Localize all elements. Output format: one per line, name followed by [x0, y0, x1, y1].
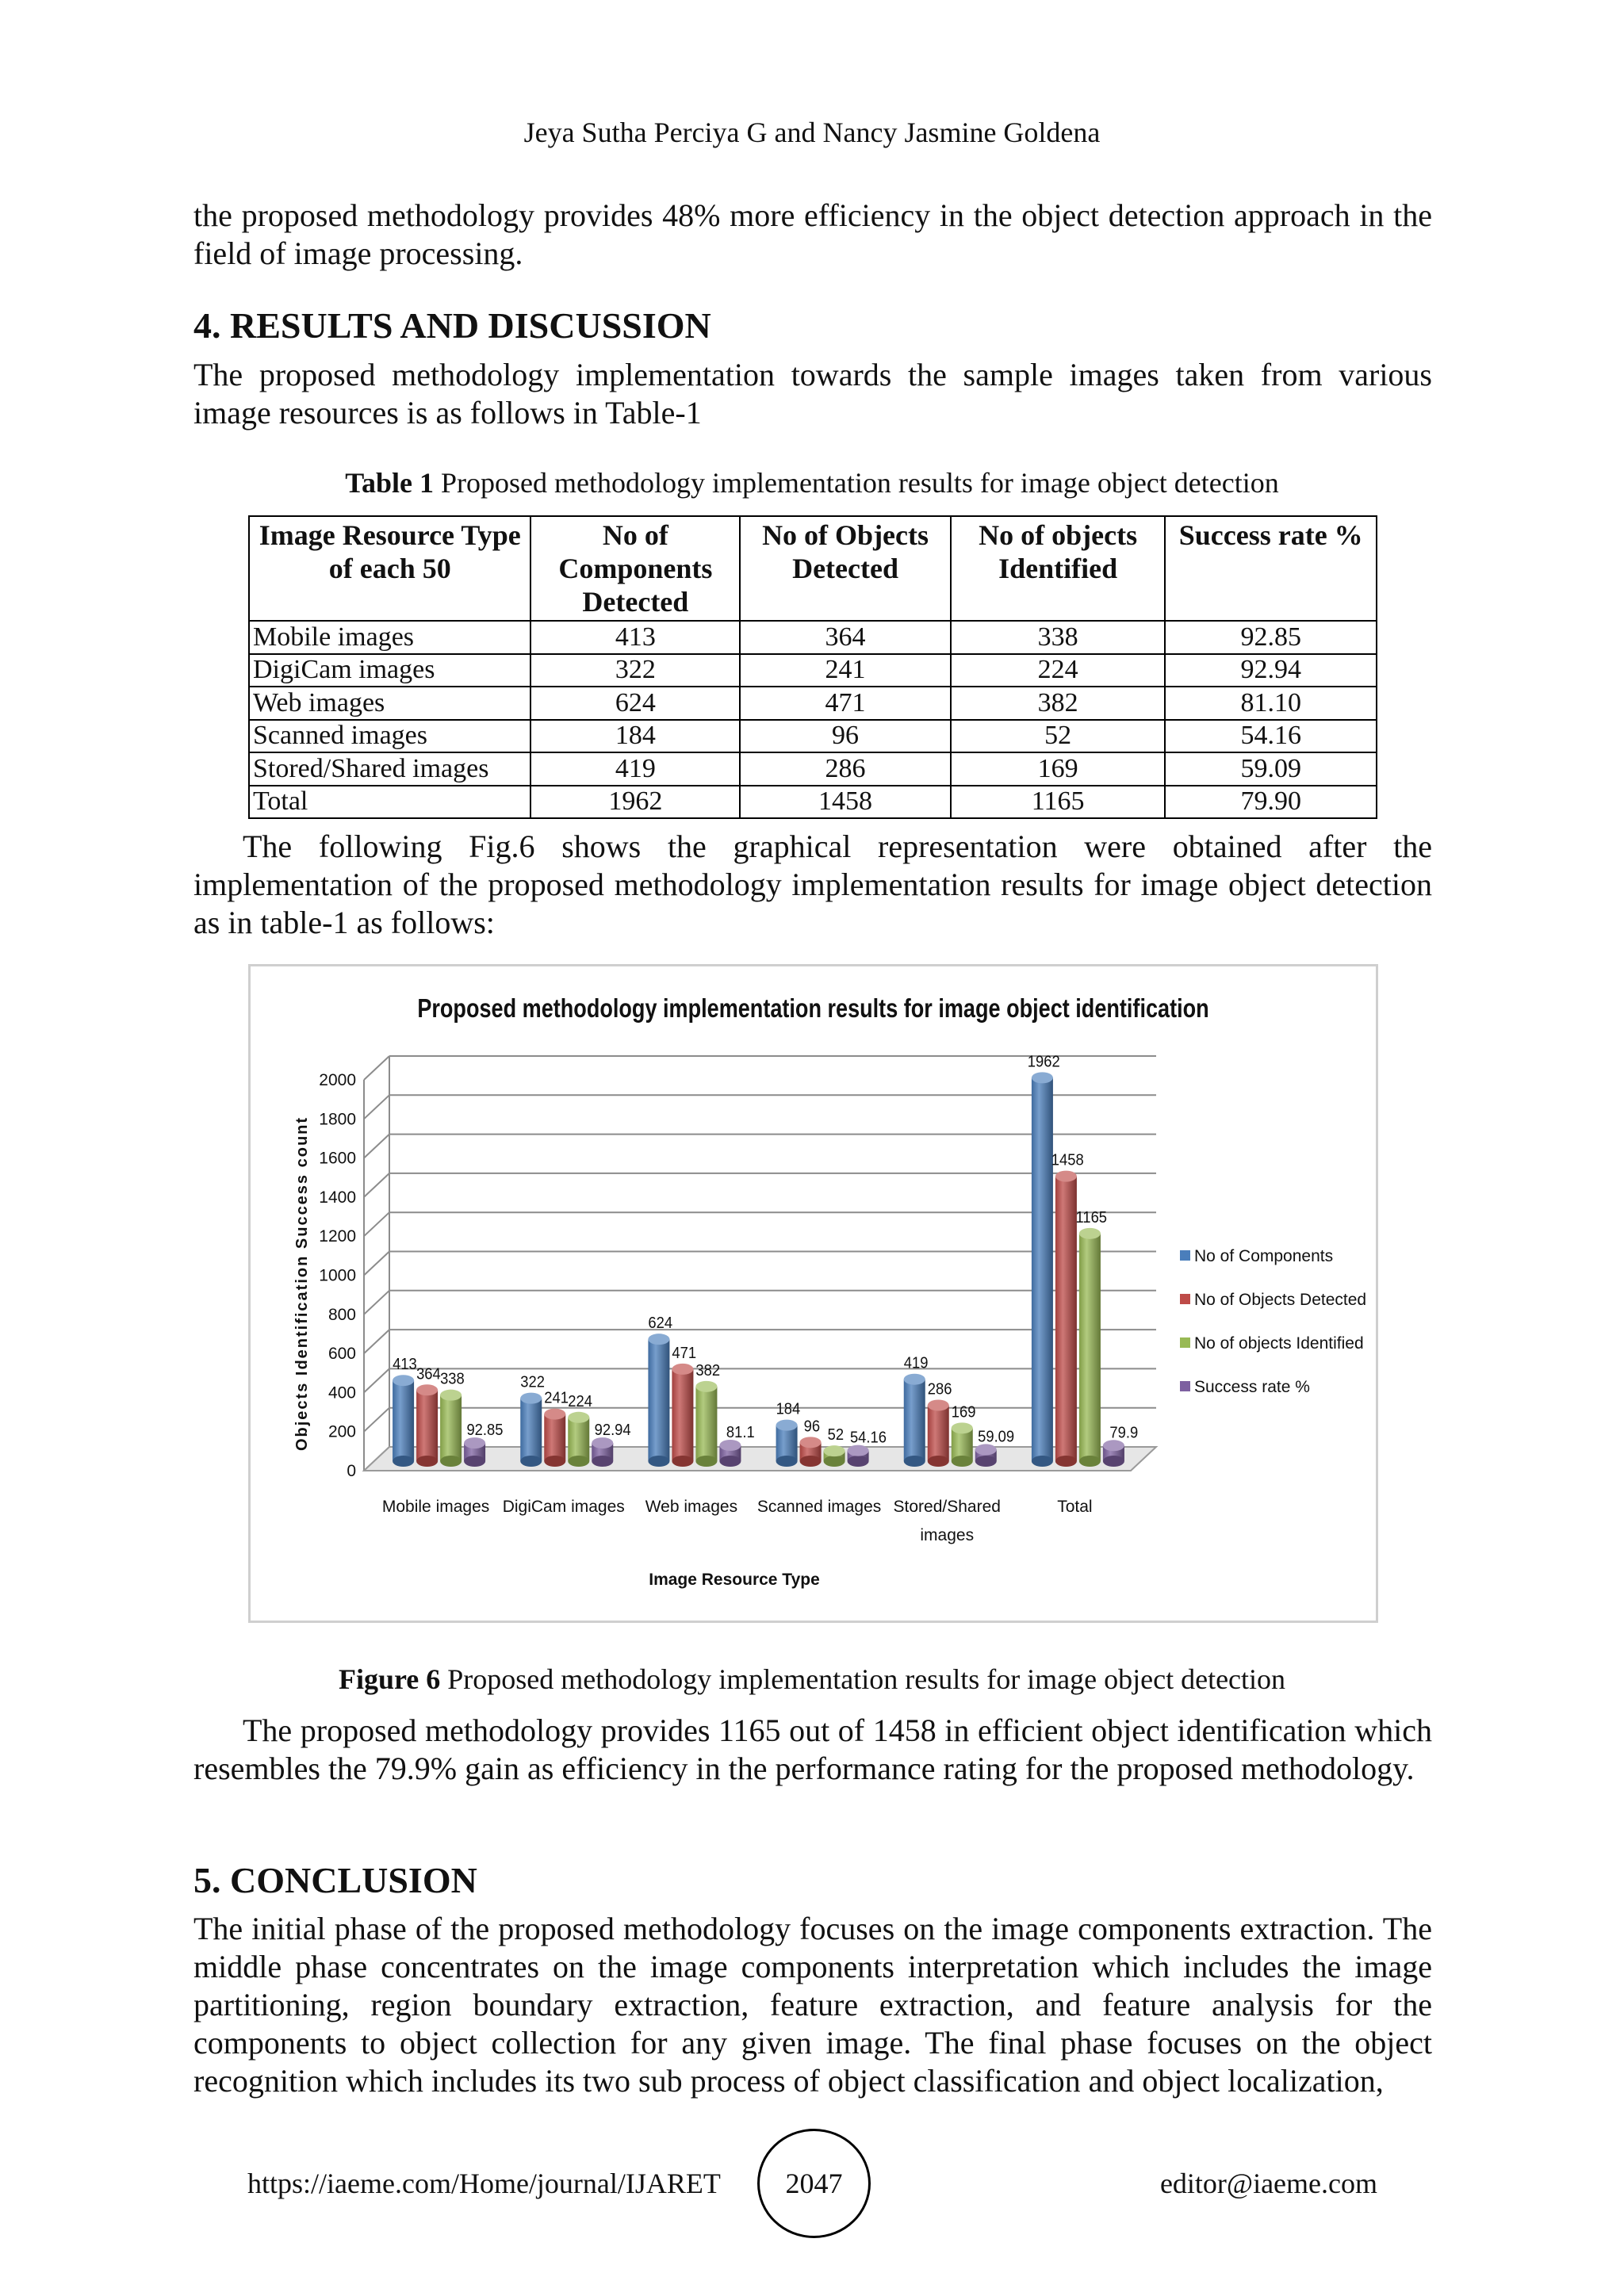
bar	[568, 1418, 589, 1461]
bar	[416, 1390, 438, 1461]
bar-cap	[568, 1412, 589, 1423]
bar-cap	[1055, 1171, 1077, 1182]
bar-base	[592, 1456, 613, 1467]
bar	[520, 1399, 542, 1461]
figure-6-caption-text: Proposed methodology implementation results for image object detection	[440, 1663, 1286, 1695]
cell: 96	[740, 720, 951, 753]
chart-title: Proposed methodology implementation results for image object identification	[417, 993, 1209, 1023]
bar-base	[952, 1456, 973, 1467]
gridline-side	[364, 1135, 389, 1158]
bar-cap	[824, 1445, 845, 1456]
results-table	[248, 515, 1377, 819]
bar-base	[568, 1456, 589, 1467]
y-tick-label: 600	[327, 1345, 356, 1364]
table-header-row	[249, 516, 1377, 621]
cell: Stored/Shared images	[249, 752, 530, 786]
gridline-side	[364, 1368, 389, 1392]
y-tick-label: 1000	[319, 1266, 356, 1285]
legend-swatch	[1180, 1337, 1190, 1348]
cell: 471	[740, 687, 951, 720]
y-tick-label: 800	[327, 1305, 356, 1324]
data-label: 79.9	[1109, 1424, 1139, 1442]
table-row	[249, 786, 1377, 819]
y-axis-title: Objects Identification Success count	[293, 1115, 311, 1452]
table-1-caption-label: Table 1	[345, 467, 434, 499]
cell: 169	[951, 752, 1166, 786]
table-row	[249, 720, 1377, 753]
bar-base	[440, 1456, 462, 1467]
bar-cap	[1079, 1228, 1101, 1239]
table-1-caption-text: Proposed methodology implementation results for image object detection	[433, 467, 1279, 499]
bar-cap	[776, 1420, 798, 1431]
data-label: 241	[544, 1389, 569, 1407]
cell: 92.94	[1165, 654, 1377, 687]
legend-swatch	[1180, 1250, 1190, 1261]
gridline-side	[364, 1330, 389, 1353]
gridline-side	[364, 1173, 389, 1197]
conclusion-paragraph: The initial phase of the proposed methodology focuses on the image components extraction. The middle phase concentrates on the image components interpretation which includes the image partitioning, region boundary extraction, feature extraction, and feature analysis for the components to object collection for any given image. The final phase focuses on the object recognition which includes its two sub process of object classification and object localization,	[193, 1911, 1432, 2099]
gridline-side	[364, 1252, 389, 1276]
bar	[440, 1395, 462, 1461]
bar-base	[719, 1456, 741, 1467]
cell: 338	[951, 621, 1166, 654]
footer-email-link[interactable]: editor@iaeme.com	[1159, 2168, 1377, 2199]
bar	[393, 1380, 414, 1461]
data-label: 169	[951, 1403, 976, 1422]
data-label: 184	[776, 1400, 801, 1418]
bar	[1055, 1177, 1077, 1461]
section-5-heading: 5. CONCLUSION	[193, 1860, 477, 1900]
y-tick-label: 200	[327, 1422, 356, 1441]
gridline-side	[364, 1056, 389, 1080]
y-tick-label: 1400	[319, 1188, 356, 1207]
cell: 184	[530, 720, 740, 753]
bar-cap	[904, 1374, 925, 1385]
post-figure-paragraph: The proposed methodology provides 1165 out of 1458 in efficient object identification which resembles the 79.9% gain as efficiency in the performance rating for the proposed methodology.	[193, 1712, 1432, 1786]
data-label: 413	[393, 1356, 417, 1374]
bar-base	[1079, 1456, 1101, 1467]
x-tick-label: DigiCam images	[502, 1498, 625, 1516]
gridline-side	[364, 1408, 389, 1432]
bar-base	[904, 1456, 925, 1467]
data-label: 1458	[1051, 1151, 1084, 1169]
bar-base	[1055, 1456, 1077, 1467]
figure-6-caption	[0, 1663, 1624, 1696]
table-row	[249, 654, 1377, 687]
bar-cap	[800, 1437, 822, 1448]
cell: 1165	[951, 786, 1166, 819]
bar-base	[1032, 1456, 1053, 1467]
x-tick-label: Total	[1057, 1498, 1093, 1516]
cell: 382	[951, 687, 1166, 720]
cell: 79.90	[1165, 786, 1377, 819]
bar-chart	[251, 966, 1376, 1621]
cell: 322	[530, 654, 740, 687]
bar-cap	[952, 1422, 973, 1433]
section-4-paragraph: The proposed methodology implementation towards the sample images taken from various image resources is as follows in Table-1	[193, 357, 1432, 430]
legend-label: No of Components	[1194, 1247, 1334, 1265]
bar-cap	[1032, 1072, 1053, 1083]
bar-cap	[416, 1384, 438, 1395]
cell: Web images	[249, 687, 530, 720]
cell: 419	[530, 752, 740, 786]
bar	[1079, 1234, 1101, 1461]
x-tick-label: Web images	[645, 1498, 738, 1516]
cell: 364	[740, 621, 951, 654]
cell: 241	[740, 654, 951, 687]
bar	[672, 1369, 693, 1461]
cell: Total	[249, 786, 530, 819]
data-label: 382	[695, 1362, 721, 1380]
data-label: 1962	[1027, 1053, 1060, 1071]
x-axis-title: Image Resource Type	[649, 1571, 820, 1589]
bar-cap	[928, 1400, 949, 1411]
cell: 59.09	[1165, 752, 1377, 786]
cell: 624	[530, 687, 740, 720]
header-objects-detected: No of Objects Detected	[740, 516, 951, 621]
cell: DigiCam images	[249, 654, 530, 687]
chart-data-labels	[393, 1054, 1138, 1447]
bar-base	[520, 1456, 542, 1467]
data-label: 624	[648, 1314, 673, 1333]
cell: 1962	[530, 786, 740, 819]
table-1-caption	[0, 466, 1624, 499]
bar-base	[464, 1456, 485, 1467]
legend-label: No of objects Identified	[1194, 1334, 1364, 1353]
footer-url-link[interactable]: https://iaeme.com/Home/journal/IJARET	[247, 2168, 721, 2199]
data-label: 224	[568, 1393, 592, 1410]
chart-legend	[1180, 1247, 1366, 1396]
bar	[1032, 1077, 1053, 1461]
data-label: 471	[672, 1345, 697, 1363]
figure-intro-paragraph: The following Fig.6 shows the graphical representation were obtained after the implementation of the proposed methodology implementation results for image object detection as in table-1 as follows:	[193, 828, 1432, 940]
cell: 52	[951, 720, 1166, 753]
bar-base	[416, 1456, 438, 1467]
bar-base	[695, 1456, 717, 1467]
cell: 286	[740, 752, 951, 786]
bar-base	[848, 1456, 869, 1467]
y-tick-label: 400	[327, 1383, 356, 1402]
data-label: 419	[903, 1355, 929, 1372]
y-tick-label: 1200	[319, 1227, 356, 1246]
data-label: 1165	[1075, 1209, 1108, 1227]
bar-cap	[440, 1390, 462, 1401]
header-success-rate: Success rate %	[1165, 516, 1377, 621]
table-row	[249, 687, 1377, 720]
header-objects-identified: No of objects Identified	[951, 516, 1166, 621]
table-row	[249, 621, 1377, 654]
bar-base	[928, 1456, 949, 1467]
y-tick-label: 1800	[319, 1110, 356, 1129]
data-label: 92.85	[466, 1422, 504, 1440]
x-tick-label: Scanned images	[756, 1498, 882, 1516]
legend-swatch	[1180, 1381, 1190, 1391]
table-row	[249, 752, 1377, 786]
cell: 224	[951, 654, 1166, 687]
bar-cap	[393, 1375, 414, 1386]
y-tick-label: 1600	[319, 1149, 356, 1168]
bar-base	[672, 1456, 693, 1467]
bar-base	[776, 1456, 798, 1467]
data-label: 286	[927, 1380, 952, 1399]
gridline-side	[364, 1212, 389, 1236]
header-image-resource-type: Image Resource Type of each 50	[249, 516, 530, 621]
data-label: 54.16	[849, 1429, 887, 1447]
bar-cap	[695, 1381, 717, 1392]
bar-cap	[544, 1409, 565, 1420]
data-label: 364	[416, 1365, 441, 1383]
data-label: 92.94	[594, 1422, 631, 1440]
bar	[544, 1414, 565, 1461]
bar-base	[544, 1456, 565, 1467]
data-label: 338	[440, 1371, 465, 1388]
legend-swatch	[1180, 1294, 1190, 1304]
cell: 54.16	[1165, 720, 1377, 753]
bar	[695, 1387, 717, 1461]
data-label: 96	[803, 1418, 821, 1436]
intro-paragraph: the proposed methodology provides 48% more efficiency in the object detection approach in the field of image processing.	[193, 197, 1432, 271]
bar-base	[824, 1456, 845, 1467]
cell: 81.10	[1165, 687, 1377, 720]
bar	[648, 1339, 669, 1461]
bar	[904, 1380, 925, 1461]
gridline-side	[364, 1291, 389, 1314]
cell: Mobile images	[249, 621, 530, 654]
legend-label: No of Objects Detected	[1194, 1291, 1367, 1309]
figure-6-caption-label: Figure 6	[338, 1663, 441, 1695]
legend-label: Success rate %	[1194, 1378, 1310, 1396]
y-tick-label: 2000	[319, 1071, 356, 1089]
y-tick-label: 0	[347, 1462, 356, 1480]
bar-base	[975, 1456, 997, 1467]
bar-cap	[520, 1393, 542, 1404]
section-4-heading: 4. RESULTS AND DISCUSSION	[193, 305, 711, 346]
gridline-side	[364, 1095, 389, 1119]
data-label: 81.1	[726, 1424, 755, 1442]
bar-base	[648, 1456, 669, 1467]
cell: 92.85	[1165, 621, 1377, 654]
data-label: 59.09	[978, 1428, 1015, 1446]
header-components-detected: No of Components Detected	[530, 516, 740, 621]
figure-6-chart	[248, 964, 1378, 1623]
bar-base	[800, 1456, 822, 1467]
bar-base	[393, 1456, 414, 1467]
x-tick-label: Mobile images	[381, 1498, 490, 1516]
running-head: Jeya Sutha Perciya G and Nancy Jasmine Goldena	[523, 117, 1101, 148]
bar	[928, 1406, 949, 1461]
bar-cap	[672, 1364, 693, 1375]
bar-base	[1103, 1456, 1124, 1467]
data-label: 52	[827, 1426, 845, 1445]
page-number: 2047	[757, 2129, 871, 2238]
bar-cap	[648, 1334, 669, 1345]
cell: Scanned images	[249, 720, 530, 753]
cell: 413	[530, 621, 740, 654]
cell: 1458	[740, 786, 951, 819]
x-tick-label: Stored/Shared images	[893, 1498, 1001, 1544]
data-label: 322	[520, 1373, 545, 1391]
